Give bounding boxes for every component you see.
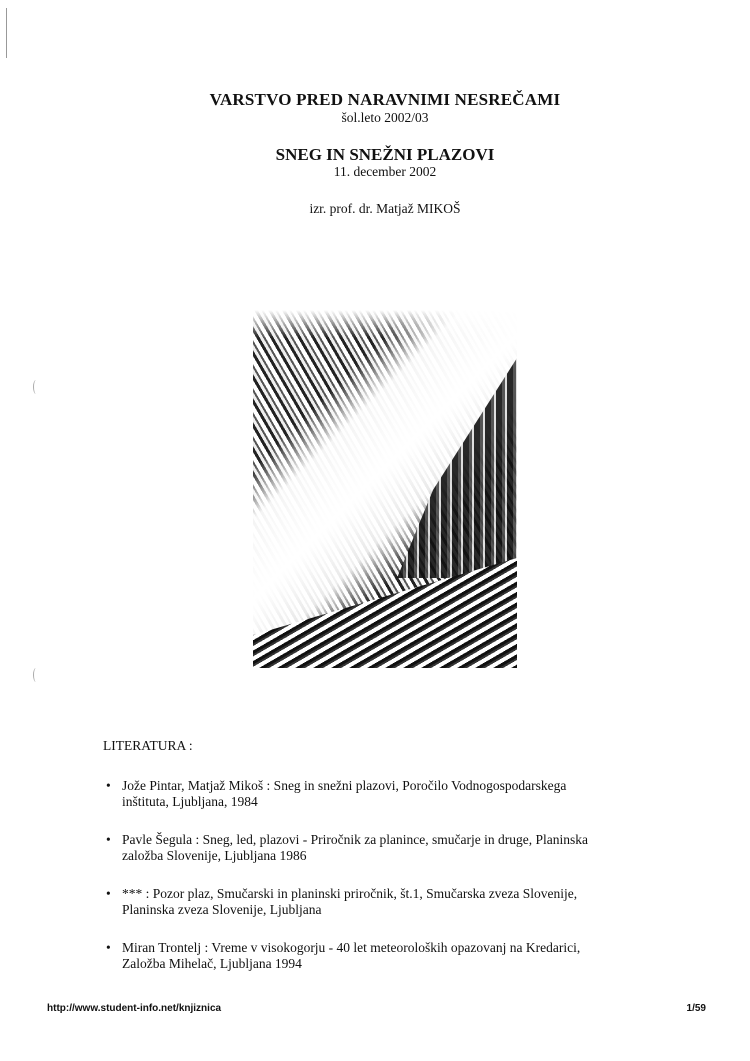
item-line: *** : Pozor plaz, Smučarski in planinski priročnik, št.1, Smučarska zveza Slovenije, (122, 886, 578, 901)
list-item (103, 832, 703, 864)
footer-url: http://www.student-info.net/knjiznica (47, 1003, 222, 1014)
scan-hole-mark (33, 380, 39, 394)
bullet: • (106, 940, 111, 955)
document-title: VARSTVO PRED NARAVNIMI NESREČAMI (209, 90, 561, 109)
item-line: Planinska zveza Slovenije, Ljubljana (122, 902, 322, 917)
literature-list (103, 778, 703, 994)
item-line: Jože Pintar, Matjaž Mikoš : Sneg in snežni plazovi, Poročilo Vodnogospodarskega (122, 778, 567, 793)
item-line: Miran Trontelj : Vreme v visokogorju - 40 let meteoroloških opazovanj na Kredarici, (122, 940, 581, 955)
item-line: inštituta, Ljubljana, 1984 (122, 794, 258, 809)
scan-hole-mark (33, 668, 39, 682)
literature-heading: LITERATURA : (103, 738, 193, 753)
document-author: izr. prof. dr. Matjaž MIKOŠ (309, 201, 461, 216)
item-line: založba Slovenije, Ljubljana 1986 (122, 848, 307, 863)
scan-edge-mark (6, 8, 7, 58)
item-line: Pavle Šegula : Sneg, led, plazovi - Priročnik za planince, smučarje in druge, Planinska (122, 832, 589, 847)
item-line: Založba Mihelač, Ljubljana 1994 (122, 956, 302, 971)
school-year: šol.leto 2002/03 (341, 110, 429, 125)
bullet: • (106, 832, 111, 847)
page-number: 1/59 (686, 1003, 706, 1014)
avalanche-photo (253, 268, 517, 668)
document-subtitle: SNEG IN SNEŽNI PLAZOVI (275, 145, 495, 164)
list-item (103, 886, 703, 918)
bullet: • (106, 886, 111, 901)
list-item (103, 940, 703, 972)
bullet: • (106, 778, 111, 793)
list-item (103, 778, 703, 810)
document-date: 11. december 2002 (333, 164, 437, 179)
